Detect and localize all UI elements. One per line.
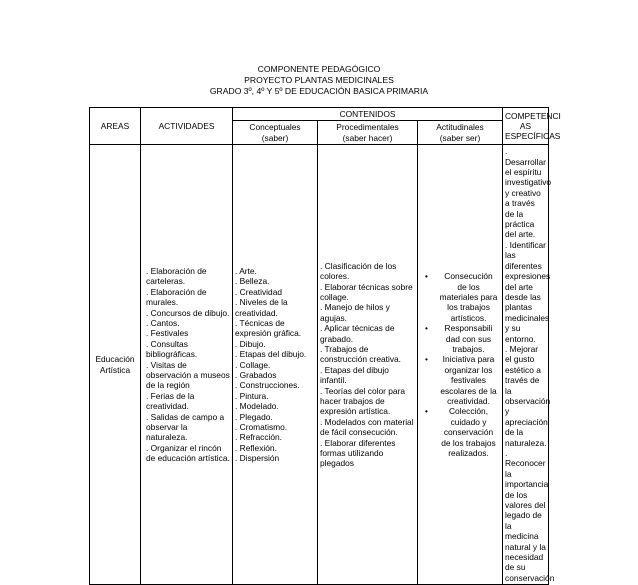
competencia-item: . Identificar las diferentes expresiones del arte desde las plantas medicinales y su entorno. [505,239,551,344]
actitudinal-text: Iniciativa para organizar los festivales escolares de la creatividad. [440,354,497,406]
conceptual-item: . Cromatismo. [235,421,288,432]
procedimental-item: . Teorías del color para hacer trabajos de expresión artística. [320,385,406,417]
conceptual-item: . Dibujo. [235,338,266,349]
conceptual-item: . Niveles de la creatividad. [235,297,288,318]
procedimental-item: . Clasificación de los colores. [320,260,397,282]
actividad-item: . Elaboración de carteleras. [146,265,207,287]
curriculum-table [89,107,561,585]
actitudinales-list [420,271,500,458]
conceptual-item: . Construcciones. [235,380,300,391]
conceptual-item: . Creatividad [235,286,283,297]
actividad-item: . Consultas bibliográficas. [146,338,198,360]
conceptual-item: . Plegado. [235,411,273,422]
conceptuales-cell [233,145,318,585]
header-areas: AREAS [90,108,141,145]
actitudinales-cell [418,145,503,585]
header-actitudinales: Actitudinales (saber ser) [418,121,503,145]
competencias-cell [503,145,555,585]
header-contenidos: CONTENIDOS [233,108,503,121]
procedimental-item: . Manejo de hilos y agujas. [320,302,390,323]
conceptual-item: . Modelado. [235,401,279,412]
conceptual-item: . Etapas del dibujo. [235,349,307,360]
actividad-item: . Festivales [146,328,189,339]
procedimental-item: . Elaborar diferentes formas utilizando plegados [320,437,396,469]
actitudinal-text: Consecución de los materiales para los trabajos artísticos. [439,271,498,323]
actividad-item: . Visitas de observación a museos de la región [146,359,230,391]
actitudinal-item [420,406,500,458]
actitudinal-item [420,271,500,323]
actividad-item: . Concursos de dibujo. [146,307,230,318]
actitudinal-item [420,354,500,406]
actitudinal-item [420,323,500,354]
actividad-list [143,266,230,464]
heading-component: COMPONENTE PEDAGÓGICO [257,64,381,74]
conceptual-item: . Reflexión. [235,442,277,453]
conceptual-item: . Grabados [235,369,277,380]
conceptual-item: . Collage. [235,359,271,370]
conceptual-item: . Refracción. [235,432,283,443]
procedimentales-cell [318,145,418,585]
actividades-cell [141,145,233,585]
bullet-icon: • [425,354,428,365]
procedimental-item: . Elaborar técnicas sobre collage. [320,281,413,302]
header-competencias: COMPETENCI AS ESPECÍFICAS [503,108,549,145]
header-actividades: ACTIVIDADES [141,108,233,145]
heading-project: PROYECTO PLANTAS MEDICINALES [244,75,394,85]
actividad-item: . Salidas de campo a observar la naturaleza. [146,411,225,443]
conceptual-list [235,266,315,464]
actitudinal-text: Colección, cuidado y conservación de los trabajos realizados. [441,406,496,458]
bullet-icon: • [425,271,428,282]
procedimental-item: . Aplicar técnicas de grabado. [320,323,395,344]
actividad-item: . Elaboración de murales. [146,286,207,308]
procedimental-item: . Trabajos de construcción creativa. [320,343,401,365]
procedimental-item: . Etapas del dibujo infantil. [320,364,389,386]
actitudinal-text: Responsabili dad con sus trabajos. [444,323,493,354]
competencia-item: . Mejorar el gusto estético a través de la observación y apreciación de la naturaleza. [505,343,551,448]
table-row [90,145,549,585]
competencia-list [505,146,555,583]
procedimental-list [320,261,415,469]
header-procedimentales: Procedimentales (saber hacer) [318,121,418,145]
conceptual-item: . Técnicas de expresión gráfica. [235,317,302,339]
actividad-item: . Organizar el rincón de educación artística. [146,442,230,464]
conceptual-item: . Dispersión [235,453,280,464]
header-conceptuales: Conceptuales (saber) [233,121,318,145]
bullet-icon: • [425,406,428,417]
conceptual-item: . Arte. [235,265,257,276]
procedimental-item: . Modelados con material de fácil consecución. [320,416,414,438]
bullet-icon: • [425,323,428,334]
actividad-item: . Ferias de la creatividad. [146,390,195,412]
area-cell: Educación Artística [90,145,141,585]
actividad-item: . Cantos. [146,317,180,328]
conceptual-item: . Pintura. [235,390,269,401]
conceptual-item: . Belleza. [235,276,270,287]
competencia-item: . Desarrollar el espíritu investigativo y creativo a través de la práctica del arte. [505,146,552,240]
heading-grade: GRADO 3º, 4º Y 5º DE EDUCACIÓN BASICA PRIMARIA [209,86,429,96]
competencia-item: . Reconocer la importancia de los valores del legado de la medicina natural y la necesidad de su conservación [505,448,555,583]
document-heading [0,64,638,97]
